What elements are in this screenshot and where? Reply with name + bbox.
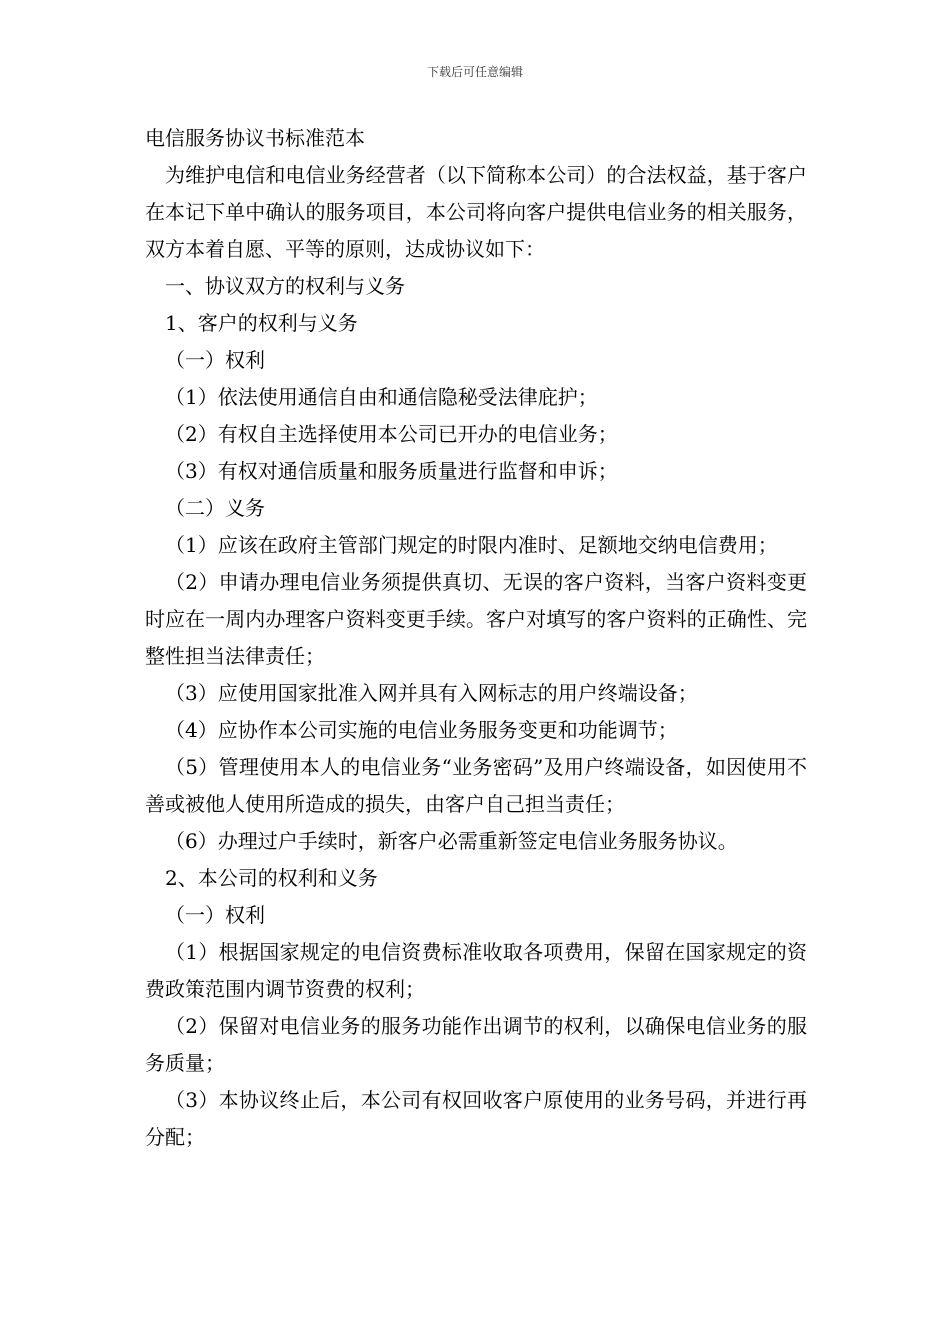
clause-item: （3）本协议终止后，本公司有权回收客户原使用的业务号码，并进行再分配； bbox=[145, 1088, 807, 1149]
clause-item: （5）管理使用本人的电信业务“业务密码”及用户终端设备，如因使用不善或被他人使用所造成的损失，由客户自己担当责任； bbox=[145, 755, 807, 816]
document-title: 电信服务协议书标准范本 bbox=[145, 126, 365, 150]
clause-item: （4）应协作本公司实施的电信业务服务变更和功能调节； bbox=[165, 718, 678, 742]
clause-item: （3）有权对通信质量和服务质量进行监督和申诉； bbox=[165, 459, 618, 483]
clause-item: （1）依法使用通信自由和通信隐秘受法律庇护； bbox=[165, 385, 598, 409]
clause-heading: （一）权利 bbox=[165, 348, 265, 372]
clause-item: （1）应该在政府主管部门规定的时限内准时、足额地交纳电信费用； bbox=[165, 533, 778, 557]
subsection-heading: 2、本公司的权利和义务 bbox=[165, 866, 378, 890]
clause-heading: （一）权利 bbox=[165, 903, 265, 927]
clause-item: （6）办理过户手续时，新客户必需重新签定电信业务服务协议。 bbox=[165, 829, 738, 853]
clause-item: （1）根据国家规定的电信资费标准收取各项费用，保留在国家规定的资费政策范围内调节资费的权利； bbox=[145, 940, 807, 1001]
clause-item: （2）有权自主选择使用本公司已开办的电信业务； bbox=[165, 422, 618, 446]
page-header-note: 下载后可任意编辑 bbox=[426, 65, 523, 79]
paragraph-intro: 为维护电信和电信业务经营者（以下简称本公司）的合法权益，基于客户在本记下单中确认的服务项目，本公司将向客户提供电信业务的相关服务，双方本着自愿、平等的原则，达成协议如下： bbox=[145, 163, 807, 261]
clause-item: （2）申请办理电信业务须提供真切、无误的客户资料，当客户资料变更时应在一周内办理客户资料变更手续。客户对填写的客户资料的正确性、完整性担当法律责任； bbox=[145, 570, 807, 668]
clause-item: （2）保留对电信业务的服务功能作出调节的权利，以确保电信业务的服务质量； bbox=[145, 1014, 807, 1075]
clause-item: （3）应使用国家批准入网并具有入网标志的用户终端设备； bbox=[165, 681, 698, 705]
section-heading: 一、协议双方的权利与义务 bbox=[165, 274, 405, 298]
subsection-heading: 1、客户的权利与义务 bbox=[165, 311, 358, 335]
document-body bbox=[145, 120, 807, 1156]
clause-heading: （二）义务 bbox=[165, 496, 265, 520]
